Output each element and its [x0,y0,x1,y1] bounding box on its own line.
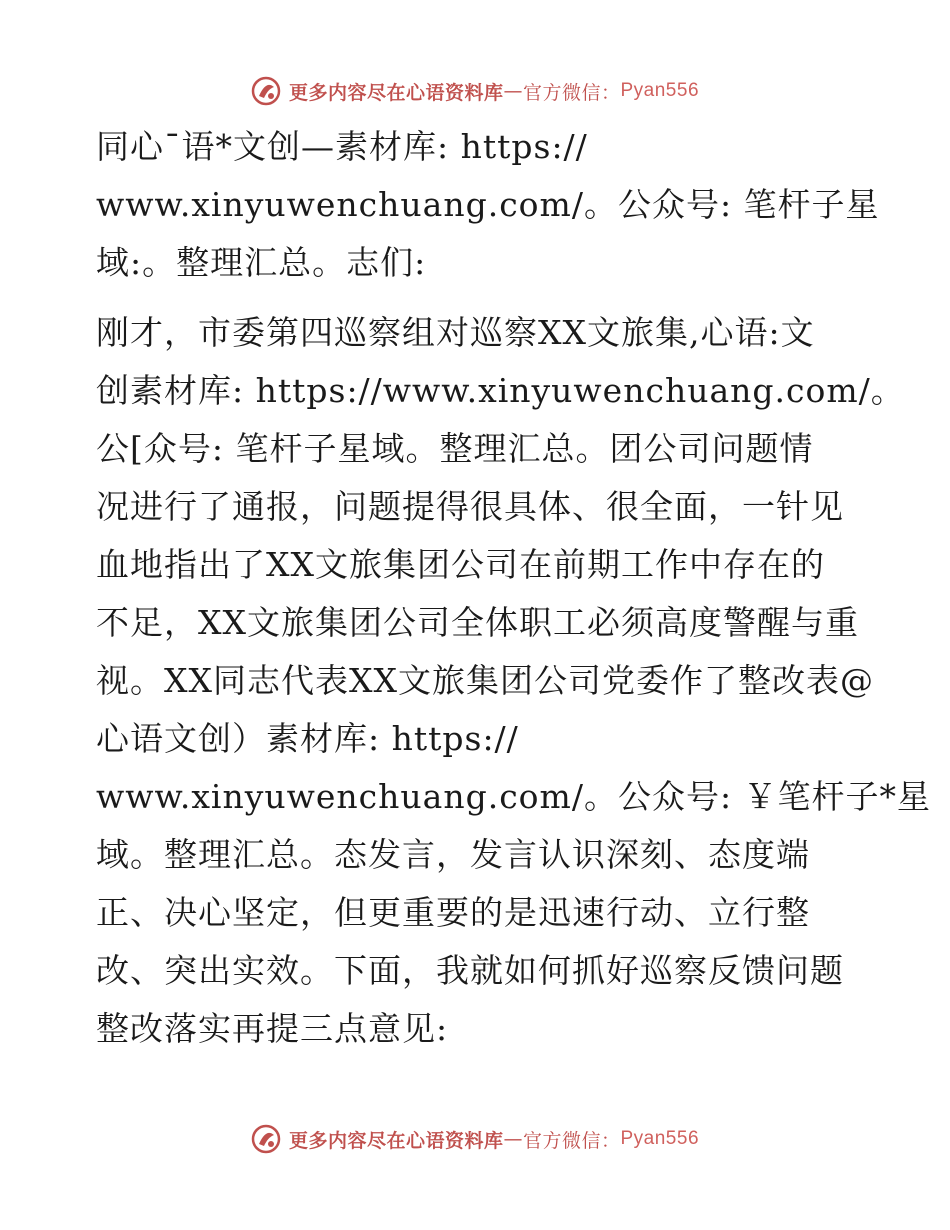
text-line: www.xinyuwenchuang.com/。公众号: ￥笔杆子*星 [96,777,932,816]
text-line: 况进行了通报，问题提得很具体、很全面，一针见 [96,487,844,526]
logo-icon [251,1124,281,1154]
header-banner [0,71,950,111]
text-line: 同心¯语*文创—素材库: https:// [96,127,588,166]
banner-wechat-label: 官方微信： [522,1129,621,1152]
banner-text: 更多内容尽在心语资料库 [288,81,504,104]
banner-separator: — [503,1128,523,1150]
banner-separator: — [503,80,523,102]
text-line: 整改落实再提三点意见: [96,1009,449,1048]
text-line: 视。XX同志代表XX文旅集团公司党委作了整改表@ [96,661,874,700]
text-line: 心语文创）素材库: https:// [96,719,519,758]
footer-banner [0,1119,950,1159]
paragraph [96,304,932,1058]
banner-wechat-handle: Pyan556 [620,80,700,101]
text-line: 创素材库: https://www.xinyuwenchuang.com/。 [96,371,905,410]
text-line: 域。整理汇总。态发言，发言认识深刻、态度端 [96,835,810,874]
banner-text: 更多内容尽在心语资料库 [288,1129,504,1152]
logo-icon [251,76,281,106]
paragraph [96,118,880,292]
banner-wechat-handle: Pyan556 [620,1128,700,1149]
text-line: 改、突出实效。下面，我就如何抓好巡察反馈问题 [96,951,844,990]
text-line: 域:。整理汇总。志们: [96,243,427,282]
text-line: 不足，XX文旅集团公司全体职工必须高度警醒与重 [96,603,859,642]
text-line: 血地指出了XX文旅集团公司在前期工作中存在的 [96,545,825,584]
banner-wechat-label: 官方微信： [522,81,621,104]
text-line: 正、决心坚定，但更重要的是迅速行动、立行整 [96,893,810,932]
text-line: 公[众号: 笔杆子星域。整理汇总。团公司问题情 [96,429,814,468]
document-body [96,118,932,1058]
text-line: 刚才，市委第四巡察组对巡察XX文旅集,心语:文 [96,313,815,352]
text-line: www.xinyuwenchuang.com/。公众号: 笔杆子星 [96,185,880,224]
